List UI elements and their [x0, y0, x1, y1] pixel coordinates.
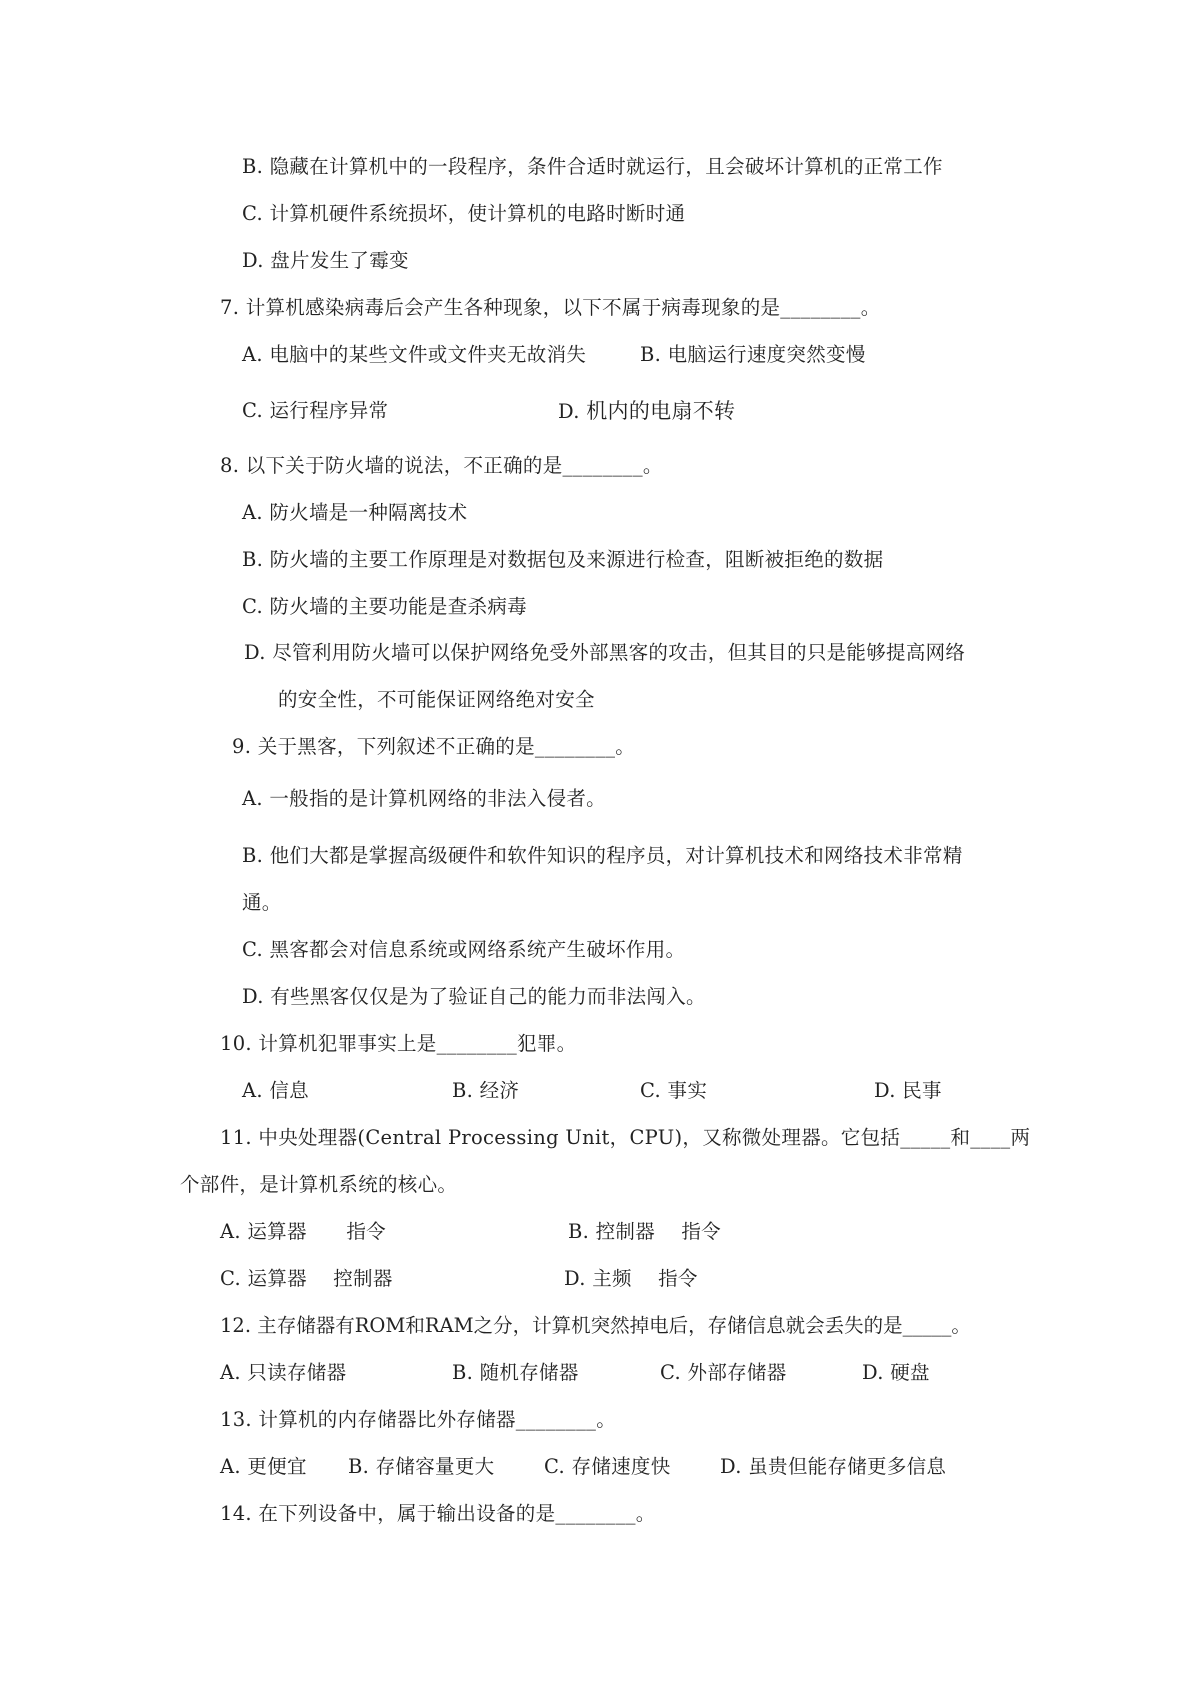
question-13: 13. 计算机的内存储器比外存储器________。: [220, 1408, 617, 1431]
q7-option-a: A. 电脑中的某些文件或文件夹无故消失: [242, 343, 587, 366]
q13-option-d: D. 虽贵但能存储更多信息: [720, 1455, 947, 1478]
q13-option-b: B. 存储容量更大: [348, 1455, 495, 1478]
question-14: 14. 在下列设备中，属于输出设备的是________。: [220, 1502, 656, 1525]
question-9: 9. 关于黑客，下列叙述不正确的是________。: [232, 735, 636, 758]
question-11-line-1: 11. 中央处理器(Central Processing Unit，CPU)，又称微处理器。它包括_____和____两: [220, 1126, 1031, 1149]
q11-option-a: A. 运算器 指令: [220, 1220, 386, 1243]
question-10: 10. 计算机犯罪事实上是________犯罪。: [220, 1032, 577, 1055]
q8-option-d-line-1: D. 尽管利用防火墙可以保护网络免受外部黑客的攻击，但其目的只是能够提高网络: [244, 641, 966, 664]
q11-option-b: B. 控制器 指令: [568, 1220, 721, 1243]
q9-option-b-line-2: 通。: [242, 891, 282, 914]
question-8: 8. 以下关于防火墙的说法，不正确的是________。: [220, 454, 663, 477]
q9-option-d: D. 有些黑客仅仅是为了验证自己的能力而非法闯入。: [242, 985, 706, 1008]
q7-option-b: B. 电脑运行速度突然变慢: [640, 343, 866, 366]
q7-option-d-text: 机内的电扇不转: [586, 399, 736, 423]
q9-option-b-line-1: B. 他们大都是掌握高级硬件和软件知识的程序员，对计算机技术和网络技术非常精: [242, 844, 963, 867]
q8-option-c: C. 防火墙的主要功能是查杀病毒: [242, 595, 527, 618]
q9-option-a: A. 一般指的是计算机网络的非法入侵者。: [242, 787, 606, 810]
q10-option-d: D. 民事: [874, 1079, 942, 1102]
q8-option-b: B. 防火墙的主要工作原理是对数据包及来源进行检查，阻断被拒绝的数据: [242, 548, 884, 571]
q8-option-d-line-2: 的安全性，不可能保证网络绝对安全: [278, 688, 595, 711]
q7-option-d-prefix: D.: [558, 400, 580, 423]
q12-option-a: A. 只读存储器: [220, 1361, 347, 1384]
q13-option-c: C. 存储速度快: [544, 1455, 671, 1478]
q10-option-b: B. 经济: [452, 1079, 520, 1102]
q10-option-c: C. 事实: [640, 1079, 708, 1102]
q6-option-b: B. 隐藏在计算机中的一段程序，条件合适时就运行，且会破坏计算机的正常工作: [242, 155, 943, 178]
q9-option-c: C. 黑客都会对信息系统或网络系统产生破坏作用。: [242, 938, 686, 961]
q6-option-d: D. 盘片发生了霉变: [242, 249, 409, 272]
q10-option-a: A. 信息: [242, 1079, 309, 1102]
q11-option-d: D. 主频 指令: [564, 1267, 698, 1290]
question-7: 7. 计算机感染病毒后会产生各种现象，以下不属于病毒现象的是________。: [220, 296, 881, 319]
question-12: 12. 主存储器有ROM和RAM之分，计算机突然掉电后，存储信息就会丢失的是_____。: [220, 1314, 971, 1337]
q8-option-a: A. 防火墙是一种隔离技术: [242, 501, 468, 524]
q12-option-c: C. 外部存储器: [660, 1361, 787, 1384]
q7-option-c: C. 运行程序异常: [242, 399, 389, 422]
q11-option-c: C. 运算器 控制器: [220, 1267, 393, 1290]
q12-option-b: B. 随机存储器: [452, 1361, 579, 1384]
q7-option-d: [558, 399, 735, 424]
q6-option-c: C. 计算机硬件系统损坏，使计算机的电路时断时通: [242, 202, 686, 225]
q12-option-d: D. 硬盘: [862, 1361, 930, 1384]
q13-option-a: A. 更便宜: [220, 1455, 307, 1478]
question-11-line-2: 个部件，是计算机系统的核心。: [180, 1173, 458, 1196]
